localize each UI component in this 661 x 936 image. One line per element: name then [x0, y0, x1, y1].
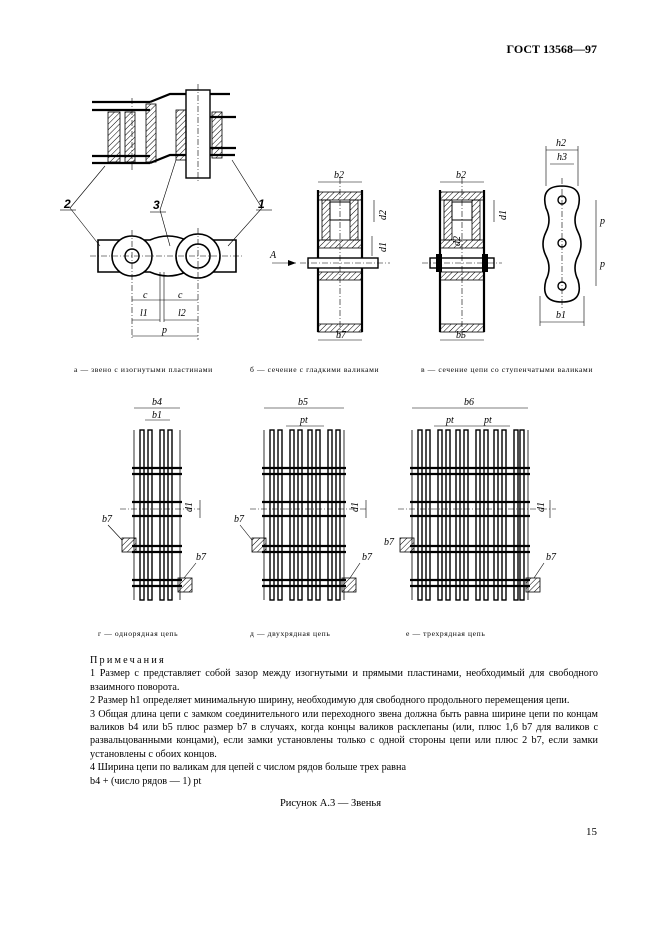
dim-b7-e-left: b7 [384, 537, 394, 548]
dim-h2: h2 [556, 138, 566, 149]
page-number: 15 [586, 826, 597, 838]
dim-b7-d-right: b7 [362, 552, 372, 563]
callout-1: 1 [258, 197, 265, 211]
callout-3: 3 [153, 198, 160, 212]
caption-figure-b: б — сечение с гладкими валиками [250, 365, 380, 374]
dim-p: p [162, 325, 167, 336]
notes-title: Примечания [90, 655, 166, 666]
dim-b7-g-right: b7 [196, 552, 206, 563]
dim-l1: l1 [140, 308, 148, 319]
note-1: 1 Размер c представляет собой зазор между изогнутыми и прямыми пластинами, необходимый для свободного взаимного поворота. [90, 668, 598, 693]
note-4: 4 Ширина цепи по валикам для цепей с числом рядов больше трех равна [90, 762, 406, 774]
callout-2: 2 [64, 197, 71, 211]
dim-d2-v: d2 [452, 236, 463, 246]
caption-figure-g: г — однорядная цепь [98, 629, 179, 638]
dim-d1-g: d1 [184, 502, 195, 512]
dim-pt-e-1: pt [446, 415, 454, 426]
notes-section [90, 654, 598, 788]
dim-d1-b: d1 [378, 242, 389, 252]
dim-b1-g: b1 [152, 410, 162, 421]
dim-p-upper: p [600, 216, 605, 227]
dim-c-left: c [143, 290, 148, 301]
dim-b7-d-left: b7 [234, 514, 244, 525]
note-3: 3 Общая длина цепи с замком соединительного или переходного звена должна быть равна ширине цепи по концам валиков b4 или b5 плюс размер b7 в случаях, когда концы валиков расклепаны (или, плюс 1,6 b7 для валиков с развальцованными концами), если замки установлены только с одной стороны цепи или плюс 2 b7, если замки установлены с обоих концов. [90, 708, 598, 760]
dim-h3: h3 [557, 152, 567, 163]
dim-c-right: c [178, 290, 183, 301]
figure-a-drawing [60, 84, 272, 340]
figure-e-drawing [398, 408, 556, 600]
dim-b4: b4 [152, 397, 162, 408]
dim-b7-e-right: b7 [546, 552, 556, 563]
dim-b7-g-left: b7 [102, 514, 112, 525]
caption-figure-d: д — двухрядная цепь [250, 629, 331, 638]
dim-pt-d: pt [300, 415, 308, 426]
dim-p-lower: p [600, 259, 605, 270]
dim-pt-e-2: pt [484, 415, 492, 426]
dim-d1-v: d1 [498, 210, 509, 220]
document-header: ГОСТ 13568—97 [506, 42, 597, 56]
dim-b6: b6 [464, 397, 474, 408]
dim-b5-v: b5 [456, 330, 466, 341]
caption-figure-e: е — трехрядная цепь [406, 629, 486, 638]
dim-b2-v: b2 [456, 170, 466, 181]
note-2: 2 Размер h1 определяет минимальную ширину, необходимую для свободного продольного перемещения цепи. [90, 695, 570, 707]
dim-d1-d: d1 [350, 502, 361, 512]
side-profile-drawing [540, 146, 596, 326]
dim-b7-b: b7 [336, 330, 346, 341]
figure-v-drawing [422, 178, 502, 340]
dim-b1-side: b1 [556, 310, 566, 321]
figure-d-drawing [240, 408, 366, 600]
dim-l2: l2 [178, 308, 186, 319]
figure-b-drawing [272, 178, 390, 340]
dim-d1-e: d1 [536, 502, 547, 512]
note-4-formula: b4 + (число рядов — 1) pt [90, 775, 202, 787]
dim-b5: b5 [298, 397, 308, 408]
dim-d2-b: d2 [378, 210, 389, 220]
figure-caption: Рисунок А.3 — Звенья [279, 798, 382, 809]
arrow-a-label: A [270, 250, 277, 261]
caption-figure-v: в — сечение цепи со ступенчатыми валиками [421, 365, 593, 374]
dim-b2-b: b2 [334, 170, 344, 181]
caption-figure-a: а — звено с изогнутыми пластинами [74, 365, 213, 374]
